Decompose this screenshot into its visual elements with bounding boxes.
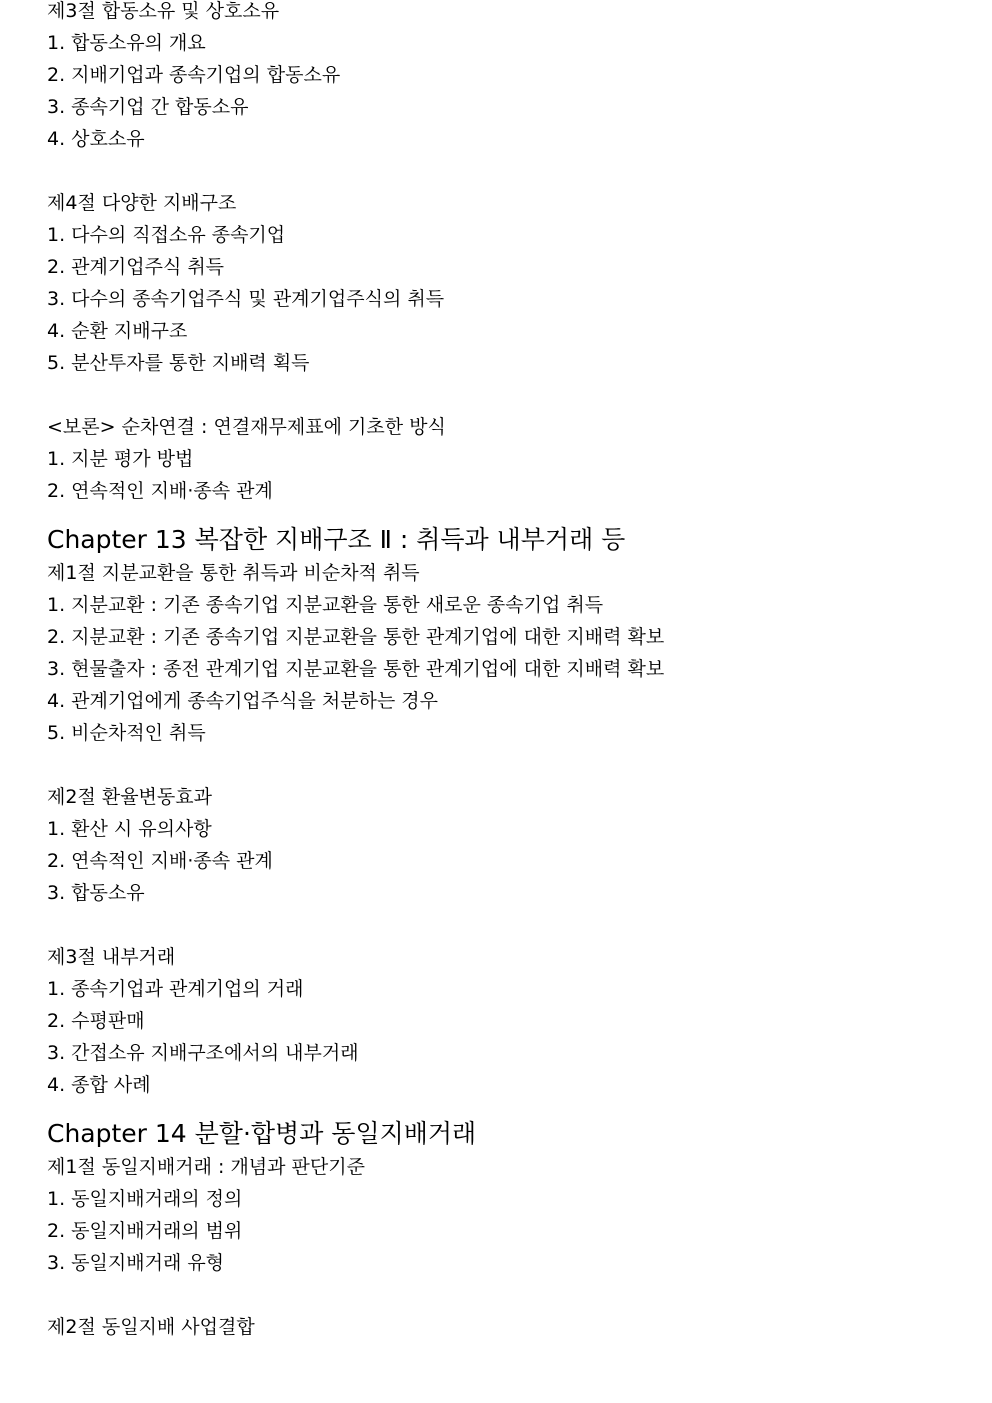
list-item: 2. 관계기업주식 취득: [47, 256, 225, 278]
list-item: 4. 순환 지배구조: [47, 320, 188, 342]
list-item: 2. 수평판매: [47, 1010, 145, 1032]
list-item: 1. 지분교환 : 기존 종속기업 지분교환을 통한 새로운 종속기업 취득: [47, 594, 604, 616]
document-page: [47, 0, 967, 1343]
list-item: 1. 환산 시 유의사항: [47, 818, 212, 840]
chapter-title: Chapter 14 분할·합병과 동일지배거래: [47, 1119, 477, 1148]
list-item: 4. 관계기업에게 종속기업주식을 처분하는 경우: [47, 690, 439, 712]
list-item: 3. 동일지배거래 유형: [47, 1252, 225, 1274]
section-heading: 제3절 내부거래: [47, 946, 176, 968]
list-item: 4. 상호소유: [47, 128, 145, 150]
section-share-exchange: [47, 557, 967, 749]
section-fx-effects: [47, 781, 967, 909]
list-item: 5. 비순차적인 취득: [47, 722, 206, 744]
list-item: 1. 합동소유의 개요: [47, 32, 206, 54]
section-common-control-combination: [47, 1311, 967, 1343]
list-item: 3. 합동소유: [47, 882, 145, 904]
list-item: 1. 종속기업과 관계기업의 거래: [47, 978, 304, 1000]
section-heading: <보론> 순차연결 : 연결재무제표에 기초한 방식: [47, 416, 446, 438]
list-item: 2. 동일지배거래의 범위: [47, 1220, 243, 1242]
list-item: 2. 연속적인 지배·종속 관계: [47, 850, 273, 872]
section-various-structures: [47, 187, 967, 379]
section-heading: 제2절 환율변동효과: [47, 786, 212, 808]
section-heading: 제1절 동일지배거래 : 개념과 판단기준: [47, 1156, 365, 1178]
list-item: 1. 지분 평가 방법: [47, 448, 194, 470]
list-item: 4. 종합 사례: [47, 1074, 151, 1096]
section-heading: 제4절 다양한 지배구조: [47, 192, 237, 214]
section-appendix: [47, 411, 967, 507]
list-item: 3. 다수의 종속기업주식 및 관계기업주식의 취득: [47, 288, 445, 310]
list-item: 3. 종속기업 간 합동소유: [47, 96, 249, 118]
list-item: 1. 다수의 직접소유 종속기업: [47, 224, 286, 246]
list-item: 5. 분산투자를 통한 지배력 획득: [47, 352, 310, 374]
section-common-control: [47, 1151, 967, 1279]
chapter-title: Chapter 13 복잡한 지배구조 Ⅱ : 취득과 내부거래 등: [47, 525, 626, 554]
section-joint-ownership: [47, 0, 967, 155]
list-item: 3. 간접소유 지배구조에서의 내부거래: [47, 1042, 359, 1064]
section-heading: 제1절 지분교환을 통한 취득과 비순차적 취득: [47, 562, 420, 584]
section-heading: 제3절 합동소유 및 상호소유: [47, 0, 280, 22]
section-internal-transactions: [47, 941, 967, 1101]
list-item: 1. 동일지배거래의 정의: [47, 1188, 243, 1210]
section-heading: 제2절 동일지배 사업결합: [47, 1316, 255, 1338]
list-item: 2. 지배기업과 종속기업의 합동소유: [47, 64, 341, 86]
list-item: 2. 지분교환 : 기존 종속기업 지분교환을 통한 관계기업에 대한 지배력 확보: [47, 626, 665, 648]
list-item: 3. 현물출자 : 종전 관계기업 지분교환을 통한 관계기업에 대한 지배력 확보: [47, 658, 665, 680]
list-item: 2. 연속적인 지배·종속 관계: [47, 480, 273, 502]
